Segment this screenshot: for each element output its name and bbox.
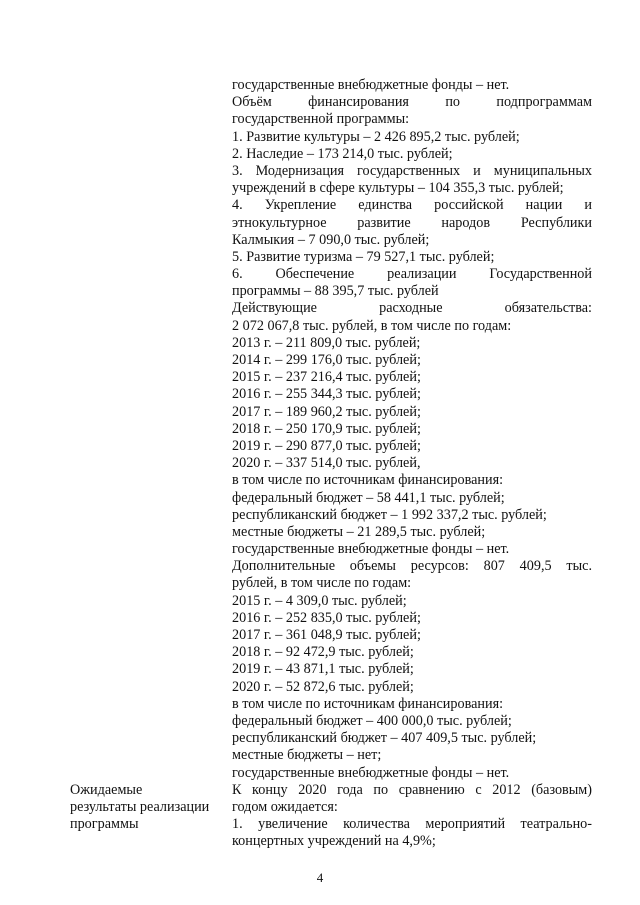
text-line: 2018 г. – 92 472,9 тыс. рублей; <box>232 644 414 661</box>
text-line: 2020 г. – 52 872,6 тыс. рублей; <box>232 678 414 695</box>
text-line: государственные внебюджетные фонды – нет. <box>232 541 510 558</box>
text-line: 2015 г. – 4 309,0 тыс. рублей; <box>232 592 407 609</box>
text-line: этнокультурное развитие народов Республики <box>232 214 592 231</box>
text-line: 2020 г. – 337 514,0 тыс. рублей, <box>232 455 421 472</box>
text-line: 3. Модернизация государственных и муниципальных <box>232 162 592 179</box>
text-line: 5. Развитие туризма – 79 527,1 тыс. рублей; <box>232 248 495 265</box>
label-line: результаты реализации <box>70 799 210 816</box>
text-line: местные бюджеты – 21 289,5 тыс. рублей; <box>232 523 486 540</box>
page-number: 4 <box>316 870 324 885</box>
text-line: 6. Обеспечение реализации Государственной <box>232 266 592 283</box>
text-line: учреждений в сфере культуры – 104 355,3 тыс. рублей; <box>232 180 564 197</box>
text-line: республиканский бюджет – 407 409,5 тыс. рублей; <box>232 730 537 747</box>
text-line: федеральный бюджет – 58 441,1 тыс. рублей; <box>232 489 505 506</box>
text-line: государственные внебюджетные фонды – нет. <box>232 764 510 781</box>
text-line: в том числе по источникам финансирования: <box>232 695 504 712</box>
right-column-text <box>232 77 592 850</box>
text-line: 2017 г. – 189 960,2 тыс. рублей; <box>232 403 421 420</box>
text-line: республиканский бюджет – 1 992 337,2 тыс. рублей; <box>232 506 547 523</box>
text-line: 2019 г. – 290 877,0 тыс. рублей; <box>232 437 421 454</box>
text-line: 2015 г. – 237 216,4 тыс. рублей; <box>232 369 421 386</box>
label-line: Ожидаемые <box>70 782 143 798</box>
text-line: 4. Укрепление единства российской нации и <box>232 197 592 214</box>
text-line: федеральный бюджет – 400 000,0 тыс. рублей; <box>232 712 512 729</box>
label-line: программы <box>70 816 139 833</box>
text-line: годом ожидается: <box>232 798 338 815</box>
text-line: рублей, в том числе по годам: <box>232 575 412 592</box>
text-line: в том числе по источникам финансирования: <box>232 472 504 489</box>
text-line: Действующие расходные обязательства: <box>232 300 592 317</box>
text-line: 2014 г. – 299 176,0 тыс. рублей; <box>232 352 421 368</box>
text-line: 2 072 067,8 тыс. рублей, в том числе по годам: <box>232 317 512 334</box>
text-line: Дополнительные объемы ресурсов: 807 409,5 тыс. <box>232 558 592 575</box>
text-line: программы – 88 395,7 тыс. рублей <box>232 283 439 300</box>
text-line: Объём финансирования по подпрограммам <box>232 94 592 111</box>
text-line: 2013 г. – 211 809,0 тыс. рублей; <box>232 334 421 351</box>
text-line: 2. Наследие – 173 214,0 тыс. рублей; <box>232 145 453 162</box>
text-line: 1. увеличение количества мероприятий театрально- <box>232 816 592 833</box>
text-line: 1. Развитие культуры – 2 426 895,2 тыс. рублей; <box>232 128 520 145</box>
text-line: концертных учреждений на 4,9%; <box>232 833 436 850</box>
text-line: местные бюджеты – нет; <box>232 747 382 764</box>
text-line: государственной программы: <box>232 111 410 128</box>
left-column-label <box>70 782 230 834</box>
text-line: 2018 г. – 250 170,9 тыс. рублей; <box>232 420 421 437</box>
text-line: Калмыкия – 7 090,0 тыс. рублей; <box>232 231 430 248</box>
text-line: 2016 г. – 255 344,3 тыс. рублей; <box>232 386 421 403</box>
text-line: государственные внебюджетные фонды – нет. <box>232 77 510 93</box>
text-line: К концу 2020 года по сравнению с 2012 (базовым) <box>232 781 592 798</box>
text-line: 2016 г. – 252 835,0 тыс. рублей; <box>232 609 421 626</box>
text-line: 2019 г. – 43 871,1 тыс. рублей; <box>232 661 414 678</box>
text-line: 2017 г. – 361 048,9 тыс. рублей; <box>232 627 421 643</box>
